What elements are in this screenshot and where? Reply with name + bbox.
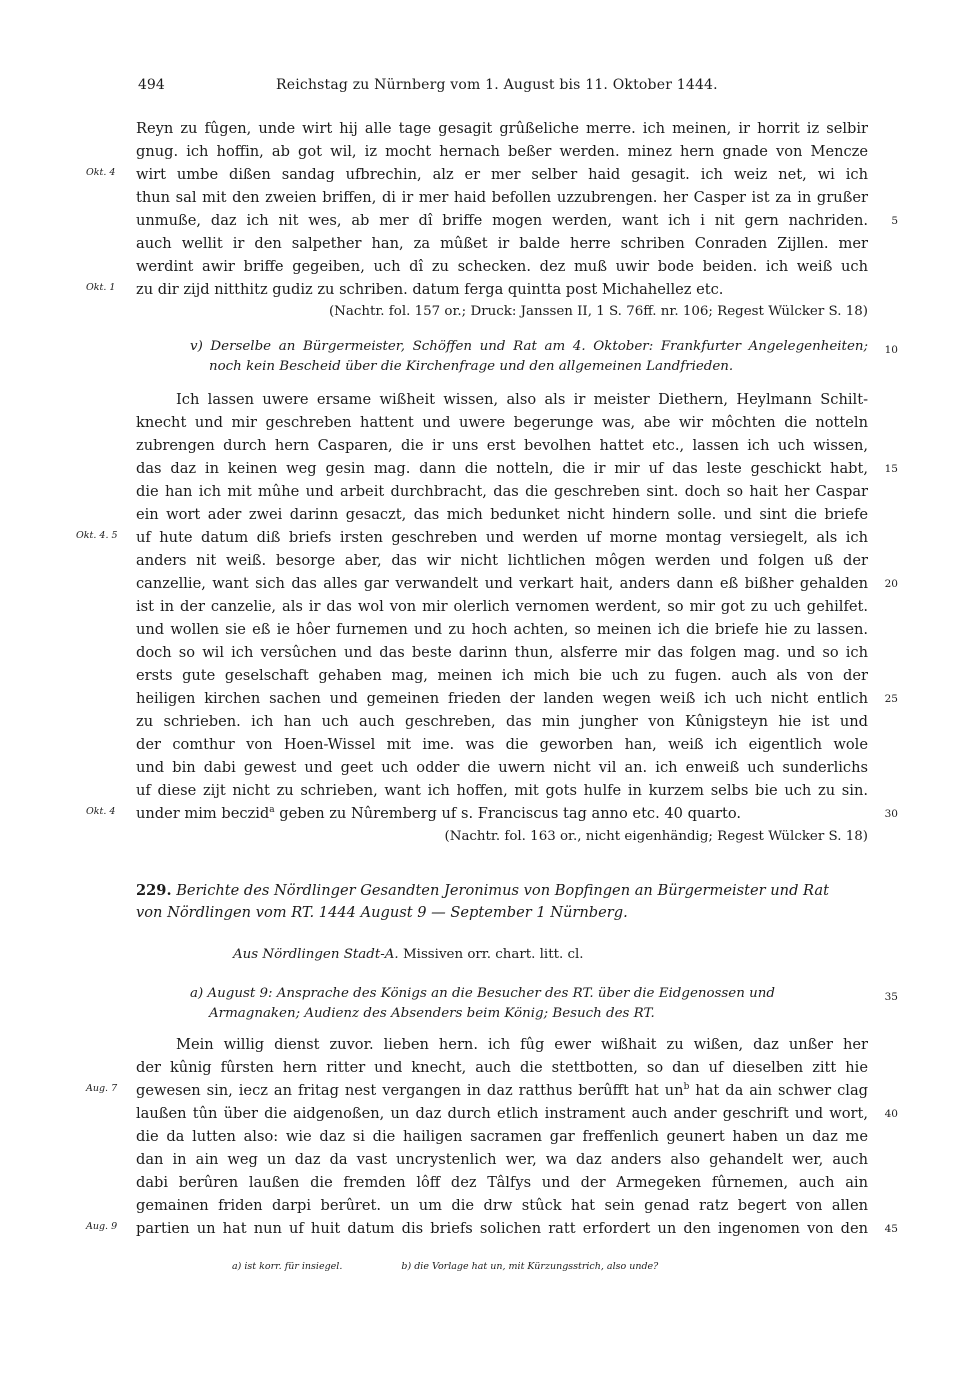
text-line: dan in ain weg un daz da vast uncrystenlich wer, wa daz anders also gehandelt wer, auch bbox=[136, 1151, 868, 1168]
footnote-b: b) die Vorlage hat un, mit Kürzungsstrich, also unde? bbox=[401, 1261, 659, 1272]
page-number: 494 bbox=[138, 77, 165, 93]
text-line: ist in der canzelie, als ir das wol von mir olerlich vernomen werdent, so mir got zu uch gehilfet. bbox=[136, 598, 868, 615]
text-line: thun sal mit den zweien briffen, di ir mer haid befollen uzzubrengen. her Casper ist za in grußer bbox=[136, 189, 868, 206]
line-number: 35 bbox=[884, 991, 898, 1003]
text-line: und bin dabi gewest und geet uch odder die uwern nicht vil an. ich enweiß uch sunderlichs bbox=[136, 759, 868, 776]
text-line: canzellie, want sich das alles gar verwandelt und verkart hait, anders dann eß bißher gehalden bbox=[136, 575, 868, 592]
text-line: ein wort ader zwei darinn gesaczt, das mich bedunket nicht hindern solle. und sint die briefe bbox=[136, 506, 868, 523]
subsection-heading: a) August 9: Ansprache des Königs an die Besucher des RT. über die Eidgenossen und bbox=[190, 986, 775, 1001]
text-line: anders nit weiß. besorge aber, das wir nicht lichtlichen môgen werden und folgen uß der bbox=[136, 552, 868, 569]
provenance-details: Missiven orr. chart. litt. cl. bbox=[398, 947, 584, 962]
text-line: gnug. ich hoffin, ab got wil, iz mocht hernach beßer werden. minez hern gnade von Mencze bbox=[136, 143, 868, 160]
section-heading bbox=[136, 880, 868, 902]
text-line: der kûnig fûrsten hern ritter und knecht, auch die stettbotten, so dan uf dieselben zitt hie bbox=[136, 1059, 868, 1076]
footnote-marker: b bbox=[683, 1082, 690, 1093]
text-line: unmuße, daz ich nit wes, ab mer dî briffe mogen werden, want ich i nit gern nachriden. bbox=[136, 212, 868, 229]
provenance bbox=[136, 944, 868, 966]
text-line: ersts gute geselschaft gehaben mag, meinen ich mich bie uch zu fugen. auch als von der bbox=[136, 667, 868, 684]
text-line: uf diese zijt nicht zu schrieben, want ich hoffen, mit gots hulfe in kurzem selbs bie uch zu sin. bbox=[136, 782, 868, 799]
subsection-heading: noch kein Bescheid über die Kirchenfrage und den allgemeinen Landfrieden. bbox=[209, 359, 734, 374]
margin-date-note: Okt. 4 bbox=[86, 167, 116, 178]
source-citation: (Nachtr. fol. 163 or., nicht eigenhändig; Regest Wülcker S. 18) bbox=[444, 829, 868, 844]
line-number: 10 bbox=[884, 344, 898, 356]
running-head bbox=[138, 77, 868, 99]
text-line: die da lutten also: wie daz si die hailigen sacramen gar freffenlich geunert haben un daz me bbox=[136, 1128, 868, 1145]
section-title-continued: von Nördlingen vom RT. 1444 August 9 — September 1 Nürnberg. bbox=[136, 904, 628, 921]
line-number: 15 bbox=[884, 463, 898, 475]
subsection-heading: Armagnaken; Audienz des Absenders beim König; Besuch des RT. bbox=[209, 1006, 655, 1021]
text-line: knecht und mir geschreben hattent und uwere begerunge was, abe wir môchten die notteln bbox=[136, 414, 868, 431]
text-line: uf hute datum diß briefs irsten geschreben und werden uf morne montag versiegelt, als ich bbox=[136, 529, 868, 546]
text-line: zu dir zijd nitthitz gudiz zu schriben. datum ferga quintta post Michahellez etc. bbox=[136, 281, 724, 298]
margin-date-note: Aug. 9 bbox=[86, 1221, 118, 1232]
text-line: der comthur von Hoen-Wissel mit ime. was die geworben han, weiß ich eigentlich wole bbox=[136, 736, 868, 753]
text-line: laußen tûn über die aidgenoßen, un daz durch etlich instrament auch ander geschrift und wort, bbox=[136, 1105, 868, 1122]
line-number: 45 bbox=[884, 1223, 898, 1235]
text-line: heiligen kirchen sachen und gemeinen frieden der landen wegen weiß ich uch nicht entlich bbox=[136, 690, 868, 707]
text-line: Mein willig dienst zuvor. lieben hern. ich fûg ewer wißhait zu wißen, daz unßer her bbox=[176, 1036, 868, 1053]
text-line: under mim beczid$^a$ geben zu Nûremberg uf s. Franciscus tag anno etc. 40 quarto. bbox=[136, 805, 742, 822]
text-line: partien un hat nun uf huit datum dis briefs solichen ratt erfordert un den ingenomen von den bbox=[136, 1220, 868, 1237]
text-line: Ich lassen uwere ersame wißheit wissen, also als ir meister Diethern, Heylmann Schilt- bbox=[176, 391, 868, 408]
text-line: wirt umbe dißen sandag ufbrechin, alz er mer selber haid gesagit. ich weiz net, wi ich bbox=[136, 166, 868, 183]
text-line: das daz in keinen weg gesin mag. dann die notteln, die ir mir uf das leste geschickt habt, bbox=[136, 460, 868, 477]
section-title: Berichte des Nördlinger Gesandten Jeronimus von Bopfingen an Bürgermeister und Rat bbox=[176, 882, 829, 899]
margin-date-note: Aug. 7 bbox=[86, 1083, 118, 1094]
text-line: gewesen sin, iecz an fritag nest vergangen in daz ratthus berûfft hat $un^b$ hat da ain schwer clag bbox=[136, 1082, 868, 1099]
subsection-heading: v) Derselbe an Bürgermeister, Schöffen und Rat am 4. Oktober: Frankfurter Angelegenheiten; bbox=[190, 339, 868, 354]
running-title: Reichstag zu Nürnberg vom 1. August bis 11. Oktober 1444. bbox=[276, 77, 718, 93]
provenance-archive: Aus Nördlingen Stadt-A. bbox=[233, 947, 399, 962]
line-number: 25 bbox=[884, 693, 898, 705]
line-number: 20 bbox=[884, 578, 898, 590]
text-line: zubrengen durch hern Casparen, die ir uns erst bevolhen hattet etc., lassen ich uch wissen, bbox=[136, 437, 868, 454]
line-number: 30 bbox=[884, 808, 898, 820]
margin-date-note: Okt. 4. 5 bbox=[76, 530, 118, 541]
text-line: und wollen sie eß ie hôer furnemen und zu hoch achten, so meinen ich die briefe hie zu lassen. bbox=[136, 621, 868, 638]
margin-date-note: Okt. 4 bbox=[86, 806, 116, 817]
text-line: zu schrieben. ich han uch auch geschreben, das min jungher von Kûnigsteyn hie ist und bbox=[136, 713, 868, 730]
source-citation: (Nachtr. fol. 157 or.; Druck: Janssen II, 1 S. 76ff. nr. 106; Regest Wülcker S. 18) bbox=[328, 304, 868, 319]
text-line: doch so wil ich versûchen und das beste darinn thun, alsferre mir das folgen mag. und so ich bbox=[136, 644, 868, 661]
text-line: werdint awir briffe gegeiben, uch dî zu schecken. dez muß uwir bode beiden. ich weiß uch bbox=[136, 258, 868, 275]
text-line: die han ich mit mûhe und arbeit durchbracht, das die geschreben sint. doch so hait her Caspar bbox=[136, 483, 868, 500]
text-line: dabi berûren laußen die fremden lôff dez Tâlfys und der Armegeken fûrnemen, auch ain bbox=[136, 1174, 868, 1191]
text-line: Reyn zu fûgen, unde wirt hij alle tage gesagit grûßeliche merre. ich meinen, ir horrit iz selbir bbox=[136, 120, 868, 137]
line-number: 40 bbox=[884, 1108, 898, 1120]
line-number: 5 bbox=[891, 215, 898, 227]
footnotes bbox=[232, 1258, 832, 1276]
footnote-marker: a bbox=[269, 805, 275, 816]
text-line: auch wellit ir den salpether han, za mûßet ir balde herre schriben Conraden Zijllen. mer bbox=[136, 235, 868, 252]
margin-date-note: Okt. 1 bbox=[86, 282, 116, 293]
footnote-a: a) ist korr. für insiegel. bbox=[232, 1261, 343, 1272]
section-number: 229. bbox=[136, 882, 172, 899]
text-line: gemainen friden darpi berûret. un um die drw stûck hat sein genad ratz begert von allen bbox=[136, 1197, 868, 1214]
